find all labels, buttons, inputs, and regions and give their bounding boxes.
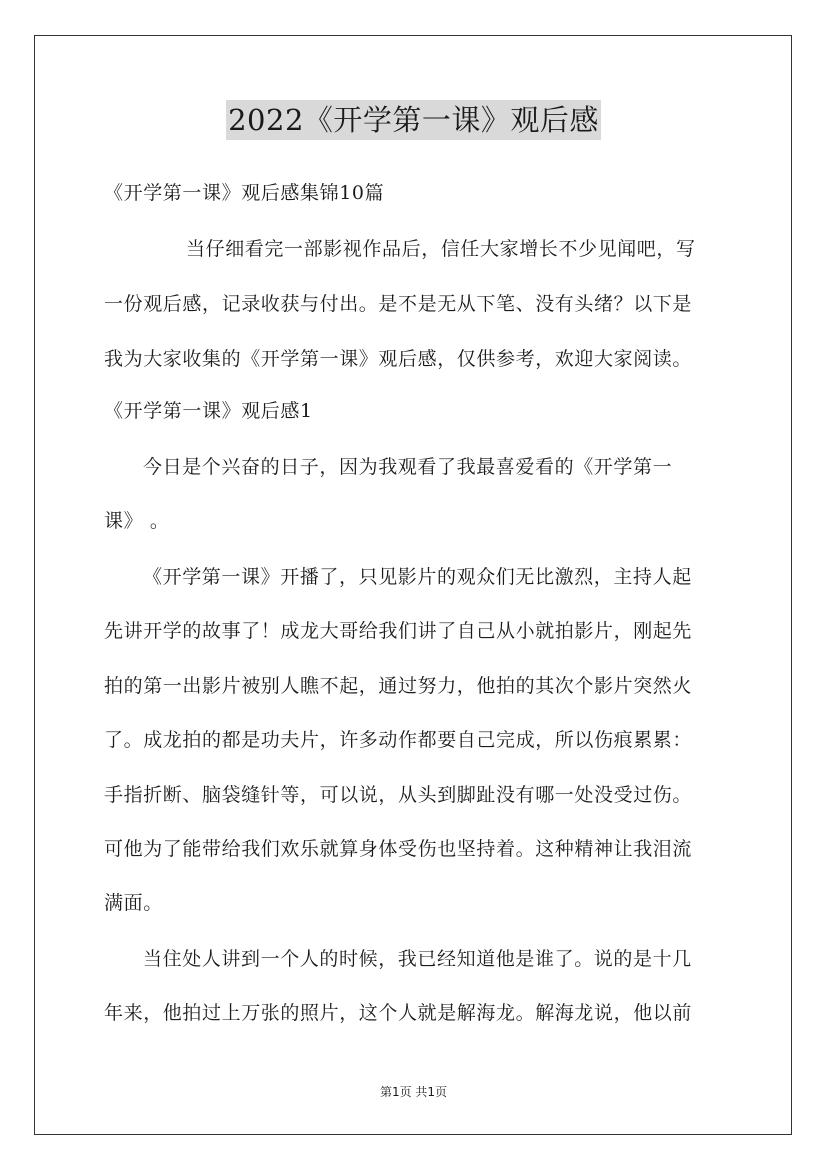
paragraph-line: 年来，他拍过上万张的照片，这个人就是解海龙。解海龙说，他以前 [104,1002,693,1024]
paragraph-line: 了。成龙拍的都是功夫片，许多动作都要自己完成，所以伤痕累累： [104,729,693,751]
paragraph-line: 课》 。 [104,510,170,532]
intro-line: 我为大家收集的《开学第一课》观后感，仅供参考，欢迎大家阅读。 [104,348,693,370]
page-footer: 第1页 共1页 [379,1085,448,1099]
subtitle: 《开学第一课》观后感集锦10篇 [104,182,385,204]
paragraph-line: 当住处人讲到一个人的时候，我已经知道他是谁了。说的是十几 [143,948,692,970]
paragraph-line: 可他为了能带给我们欢乐就算身体受伤也坚持着。这种精神让我泪流 [104,838,693,860]
paragraph-line: 手指折断、脑袋缝针等，可以说，从头到脚趾没有哪一处没受过伤。 [104,784,693,806]
section-heading: 《开学第一课》观后感1 [104,400,313,422]
paragraph-line: 今日是个兴奋的日子，因为我观看了我最喜爱看的《开学第一 [143,456,673,478]
document-title: 2022《开学第一课》观后感 [226,100,601,140]
paragraph-line: 满面。 [104,892,163,914]
paragraph-line: 《开学第一课》开播了，只见影片的观众们无比激烈，主持人起 [143,566,692,588]
title-container [0,100,827,140]
intro-line: 一份观后感，记录收获与付出。是不是无从下笔、没有头绪？以下是 [104,293,693,315]
intro-line: 当仔细看完一部影视作品后，信任大家增长不少见闻吧，写 [186,238,696,260]
paragraph-line: 拍的第一出影片被别人瞧不起，通过努力，他拍的其次个影片突然火 [104,675,693,697]
paragraph-line: 先讲开学的故事了！成龙大哥给我们讲了自己从小就拍影片，刚起先 [104,620,693,642]
